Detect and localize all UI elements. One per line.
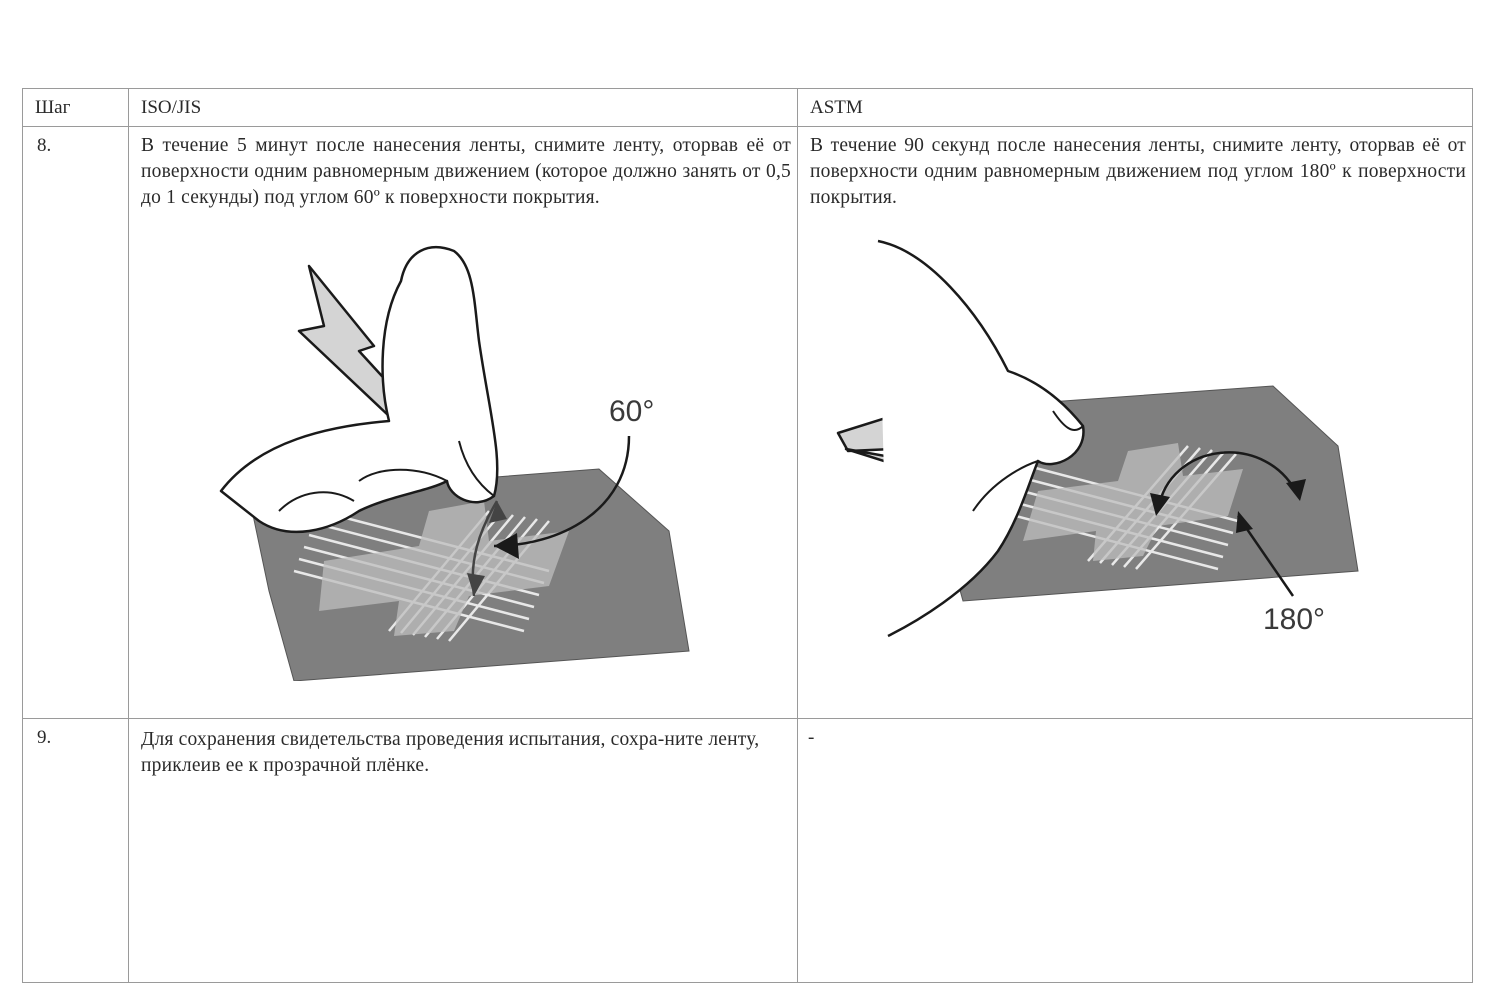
astm-cell-step-9 bbox=[798, 719, 1473, 983]
hand-illustration-icon bbox=[221, 247, 497, 532]
step-number: 9. bbox=[23, 719, 129, 983]
table-header-row bbox=[23, 89, 1473, 127]
table-row-step-8 bbox=[23, 127, 1473, 719]
iso-60-degree-figure bbox=[129, 211, 797, 681]
iso-cell-step-8 bbox=[129, 127, 798, 719]
peel-180-illustration bbox=[798, 211, 1472, 681]
astm-cell-step-8 bbox=[798, 127, 1473, 719]
iso-instruction-text: В течение 5 минут после нанесения ленты, снимите ленту, оторвав её от поверхности одним равномерным движением (которое должно занять от 0,5 до 1 секунды) под углом 60º к поверхности покрытия. bbox=[141, 135, 791, 208]
angle-60-label: 60° bbox=[609, 395, 655, 428]
peel-60-illustration bbox=[129, 211, 797, 681]
header-iso-jis: ISO/JIS bbox=[129, 89, 798, 127]
step-number: 8. bbox=[23, 127, 129, 719]
header-step: Шаг bbox=[23, 89, 129, 127]
header-astm: ASTM bbox=[798, 89, 1473, 127]
astm-180-degree-figure bbox=[798, 211, 1472, 681]
iso-cell-step-9 bbox=[129, 719, 798, 983]
angle-180-label: 180° bbox=[1263, 603, 1326, 636]
iso-instruction-text: Для сохранения свидетельства проведения испытания, сохра-ните ленту, приклеив ее к прозрачной плёнке. bbox=[141, 729, 760, 776]
astm-empty-dash: - bbox=[808, 727, 815, 748]
test-steps-table bbox=[22, 88, 1473, 983]
astm-instruction-text: В течение 90 секунд после нанесения ленты, снимите ленту, оторвав её от поверхности одним равномерным движением под углом 180º к поверхности покрытия. bbox=[810, 135, 1466, 208]
table-row-step-9 bbox=[23, 719, 1473, 983]
